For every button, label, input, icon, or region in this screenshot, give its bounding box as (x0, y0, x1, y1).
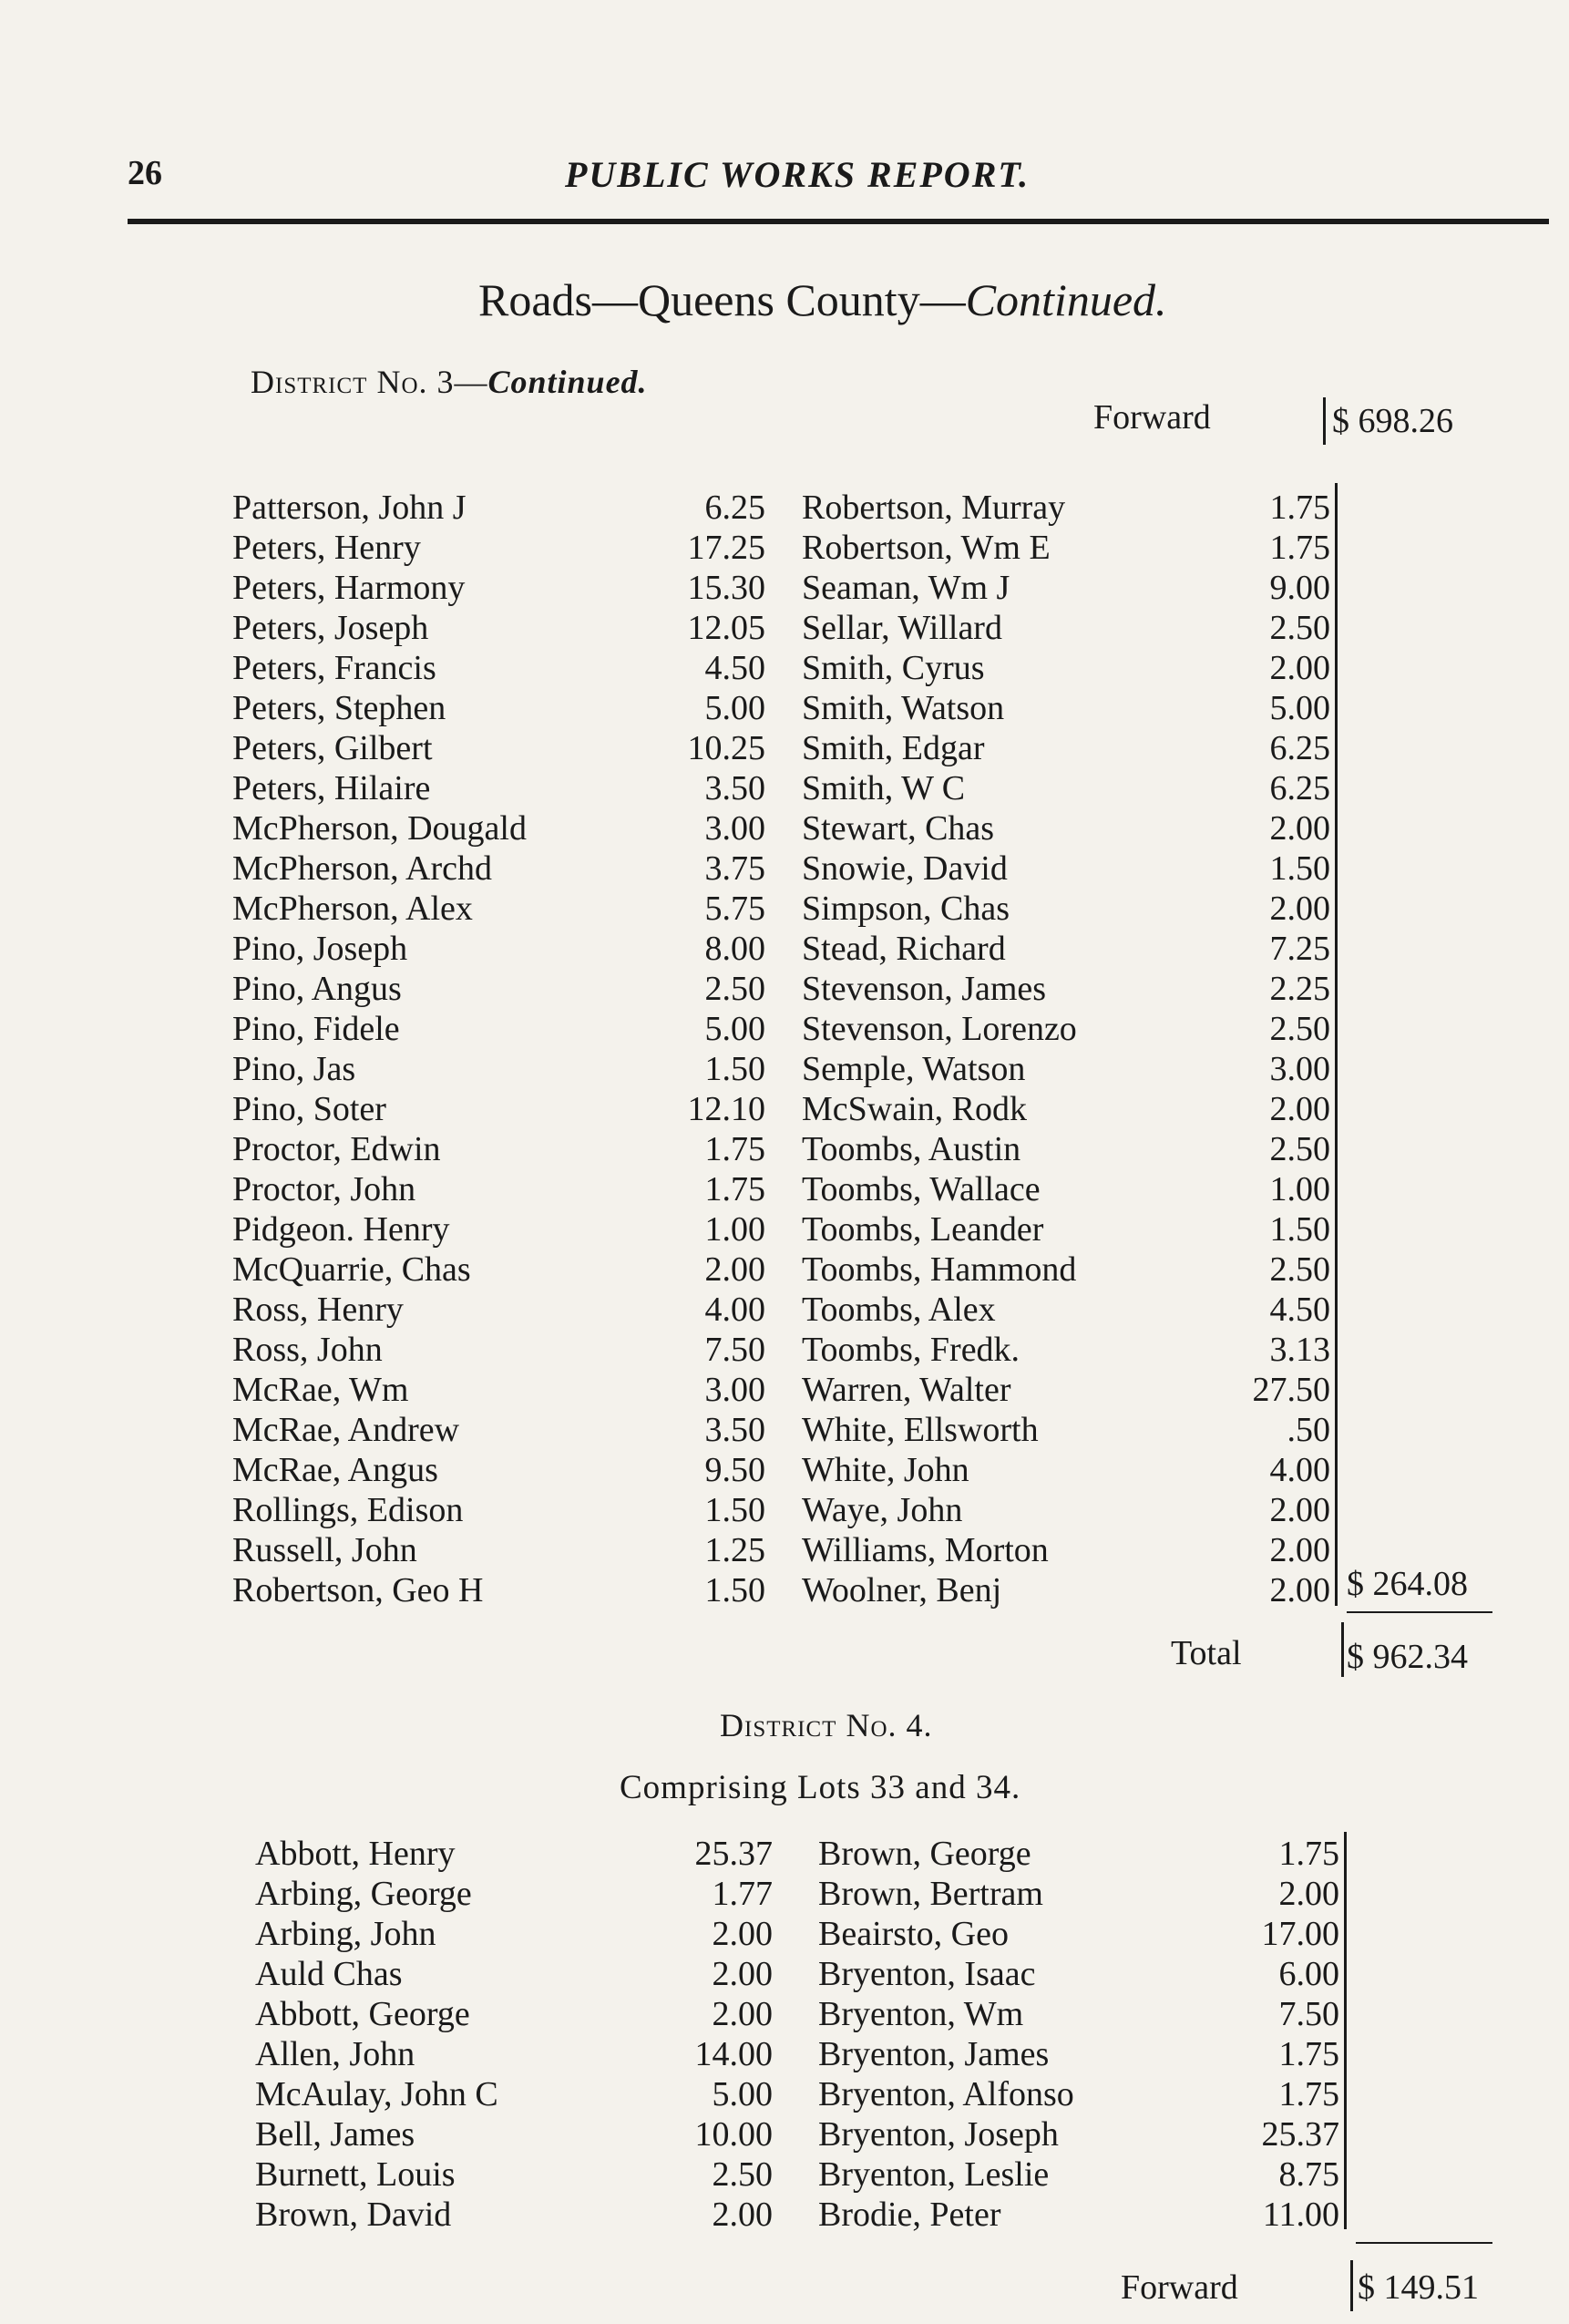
entry-amount: 2.00 (1269, 649, 1330, 687)
entry-name: McSwain, Rodk (802, 1090, 1027, 1128)
entry-name: Williams, Morton (802, 1531, 1049, 1569)
entry-name: Pino, Angus (232, 970, 402, 1008)
entry-amount: 7.50 (1278, 1995, 1339, 2033)
entry-amount: 4.00 (1269, 1451, 1330, 1489)
district-3-left-amounts (629, 488, 765, 1610)
section-title-continued: Continued. (965, 274, 1167, 325)
entry-name: Peters, Joseph (232, 609, 429, 647)
entry-name: Pino, Fidele (232, 1010, 400, 1048)
district-3-heading-continued: Continued. (487, 364, 648, 400)
entry-amount: 2.50 (712, 2155, 773, 2194)
entry-amount: 1.50 (704, 1050, 765, 1088)
entry-amount: 17.00 (1261, 1915, 1339, 1953)
entry-amount: 3.00 (704, 1371, 765, 1409)
entry-amount: 1.75 (1269, 488, 1330, 527)
entry-amount: 5.75 (704, 889, 765, 928)
district-3-subtotal: $ 264.08 (1347, 1565, 1468, 1603)
district-3-total-label: Total (1171, 1634, 1242, 1672)
entry-name: Sellar, Willard (802, 609, 1002, 647)
entry-amount: 15.30 (687, 569, 765, 607)
entry-name: Ross, John (232, 1331, 383, 1369)
total-rule (1341, 1622, 1344, 1677)
district-3-right-amounts (1203, 488, 1330, 1610)
entry-name: Beairsto, Geo (818, 1915, 1009, 1953)
entry-amount: 1.50 (1269, 1210, 1330, 1249)
entry-amount: 2.00 (1269, 1090, 1330, 1128)
forward-total-rule (1356, 2242, 1492, 2244)
entry-name: Bryenton, Joseph (818, 2115, 1059, 2154)
entry-amount: 14.00 (694, 2035, 773, 2073)
entry-name: Brown, David (255, 2195, 452, 2234)
entry-name: Toombs, Fredk. (802, 1331, 1020, 1369)
entry-amount: 3.50 (704, 1411, 765, 1449)
entry-name: Pino, Joseph (232, 930, 408, 968)
entry-name: Bell, James (255, 2115, 415, 2154)
district-4-left-amounts (638, 1834, 773, 2235)
entry-name: Peters, Stephen (232, 689, 446, 727)
entry-name: Smith, Watson (802, 689, 1005, 727)
entry-name: McPherson, Alex (232, 889, 473, 928)
entry-amount: 2.25 (1269, 970, 1330, 1008)
entry-amount: 10.25 (687, 729, 765, 767)
entry-name: Robertson, Murray (802, 488, 1066, 527)
entry-name: Simpson, Chas (802, 889, 1010, 928)
district-4-heading-label: District No. 4. (720, 1707, 933, 1743)
district-4-forward-value: $ 149.51 (1358, 2268, 1479, 2307)
entry-name: Pidgeon. Henry (232, 1210, 450, 1249)
entry-amount: 1.75 (1269, 529, 1330, 567)
district-4-forward-rule (1350, 2260, 1353, 2311)
entry-name: McQuarrie, Chas (232, 1250, 471, 1289)
district-3-heading-label: District No. 3— (251, 364, 488, 400)
entry-name: Stevenson, Lorenzo (802, 1010, 1077, 1048)
entry-name: Peters, Francis (232, 649, 436, 687)
entry-name: Abbott, Henry (255, 1835, 456, 1873)
header-rule (128, 219, 1549, 224)
entry-amount: 2.00 (1278, 1875, 1339, 1913)
district-3-amount-rule (1335, 483, 1338, 1606)
entry-amount: 5.00 (1269, 689, 1330, 727)
entry-name: Peters, Hilaire (232, 769, 431, 807)
entry-name: Smith, W C (802, 769, 966, 807)
entry-amount: 25.37 (694, 1835, 773, 1873)
entry-name: Toombs, Hammond (802, 1250, 1077, 1289)
district-4-right-amounts (1212, 1834, 1339, 2235)
entry-amount: 1.50 (1269, 849, 1330, 888)
entry-amount: 2.00 (712, 1915, 773, 1953)
entry-name: White, John (802, 1451, 969, 1489)
entry-amount: 2.00 (1269, 1491, 1330, 1529)
entry-name: Waye, John (802, 1491, 963, 1529)
entry-amount: 12.10 (687, 1090, 765, 1128)
entry-name: Proctor, Edwin (232, 1130, 441, 1168)
entry-name: Burnett, Louis (255, 2155, 456, 2194)
entry-amount: 9.50 (704, 1451, 765, 1489)
district-4-right-names (818, 1834, 1219, 2235)
entry-name: Ross, Henry (232, 1291, 404, 1329)
entry-amount: 2.50 (1269, 1130, 1330, 1168)
district-4-forward-label: Forward (1121, 2268, 1238, 2307)
entry-amount: 2.00 (712, 1995, 773, 2033)
section-title (478, 273, 1167, 326)
entry-amount: 17.25 (687, 529, 765, 567)
entry-name: McRae, Andrew (232, 1411, 460, 1449)
entry-name: Proctor, John (232, 1170, 416, 1208)
entry-name: McRae, Angus (232, 1451, 438, 1489)
entry-amount: 5.00 (712, 2075, 773, 2113)
district-3-forward-value: $ 698.26 (1332, 402, 1453, 440)
entry-name: Bryenton, James (818, 2035, 1050, 2073)
running-head: PUBLIC WORKS REPORT. (565, 154, 1031, 195)
entry-amount: 5.00 (704, 689, 765, 727)
entry-amount: 12.05 (687, 609, 765, 647)
entry-name: Toombs, Austin (802, 1130, 1021, 1168)
entry-amount: 5.00 (704, 1010, 765, 1048)
entry-name: Stewart, Chas (802, 809, 995, 848)
entry-name: Bryenton, Leslie (818, 2155, 1050, 2194)
entry-name: McAulay, John C (255, 2075, 498, 2113)
entry-name: Brodie, Peter (818, 2195, 1001, 2234)
entry-amount: 2.00 (1269, 889, 1330, 928)
district-3-heading (251, 363, 648, 401)
entry-amount: 1.50 (704, 1571, 765, 1609)
entry-amount: 1.50 (704, 1491, 765, 1529)
entry-name: Peters, Gilbert (232, 729, 433, 767)
entry-name: Snowie, David (802, 849, 1008, 888)
subtotal-rule (1347, 1611, 1492, 1613)
entry-amount: 1.25 (704, 1531, 765, 1569)
entry-name: Stead, Richard (802, 930, 1006, 968)
entry-name: Arbing, George (255, 1875, 472, 1913)
entry-name: Robertson, Wm E (802, 529, 1051, 567)
entry-amount: 3.00 (1269, 1050, 1330, 1088)
entry-amount: 2.00 (1269, 1571, 1330, 1609)
district-4-left-names (255, 1834, 638, 2235)
entry-name: Semple, Watson (802, 1050, 1026, 1088)
entry-amount: 1.75 (704, 1130, 765, 1168)
entry-amount: 6.25 (1269, 729, 1330, 767)
entry-name: Abbott, George (255, 1995, 470, 2033)
entry-amount: 3.00 (704, 809, 765, 848)
entry-name: Arbing, John (255, 1915, 436, 1953)
entry-amount: 2.00 (1269, 1531, 1330, 1569)
page-number: 26 (128, 154, 162, 192)
entry-name: Russell, John (232, 1531, 417, 1569)
entry-amount: 1.00 (704, 1210, 765, 1249)
entry-amount: 1.75 (1278, 2035, 1339, 2073)
entry-amount: 4.50 (704, 649, 765, 687)
entry-amount: 2.00 (712, 1955, 773, 1993)
entry-name: Allen, John (255, 2035, 415, 2073)
district-4-heading (720, 1706, 933, 1744)
entry-name: Toombs, Wallace (802, 1170, 1041, 1208)
entry-name: Woolner, Benj (802, 1571, 1002, 1609)
entry-amount: 11.00 (1262, 2195, 1339, 2234)
district-3-left-names (232, 488, 615, 1610)
entry-name: White, Ellsworth (802, 1411, 1039, 1449)
entry-name: Smith, Edgar (802, 729, 985, 767)
forward-rule (1323, 397, 1326, 445)
entry-amount: 1.75 (1278, 1835, 1339, 1873)
district-4-amount-rule (1344, 1832, 1347, 2229)
entry-name: Pino, Jas (232, 1050, 356, 1088)
entry-amount: 10.00 (694, 2115, 773, 2154)
district-3-forward-label: Forward (1093, 398, 1211, 437)
entry-amount: .50 (1287, 1411, 1330, 1449)
entry-amount: 3.50 (704, 769, 765, 807)
entry-name: Robertson, Geo H (232, 1571, 484, 1609)
entry-name: Bryenton, Isaac (818, 1955, 1036, 1993)
entry-amount: 1.75 (704, 1170, 765, 1208)
entry-amount: 7.50 (704, 1331, 765, 1369)
entry-amount: 8.75 (1278, 2155, 1339, 2194)
entry-name: Peters, Henry (232, 529, 421, 567)
entry-amount: 6.25 (1269, 769, 1330, 807)
entry-name: Bryenton, Wm (818, 1995, 1024, 2033)
entry-name: Smith, Cyrus (802, 649, 985, 687)
entry-name: Stevenson, James (802, 970, 1047, 1008)
entry-amount: 1.00 (1269, 1170, 1330, 1208)
entry-name: Pino, Soter (232, 1090, 386, 1128)
entry-name: Rollings, Edison (232, 1491, 464, 1529)
entry-amount: 9.00 (1269, 569, 1330, 607)
entry-amount: 2.50 (704, 970, 765, 1008)
entry-name: Toombs, Leander (802, 1210, 1044, 1249)
entry-amount: 2.50 (1269, 1250, 1330, 1289)
entry-amount: 1.77 (712, 1875, 773, 1913)
entry-amount: 8.00 (704, 930, 765, 968)
entry-name: Brown, George (818, 1835, 1031, 1873)
entry-amount: 2.50 (1269, 609, 1330, 647)
entry-name: McPherson, Archd (232, 849, 492, 888)
entry-name: Patterson, John J (232, 488, 467, 527)
entry-amount: 6.25 (704, 488, 765, 527)
entry-amount: 1.75 (1278, 2075, 1339, 2113)
entry-amount: 2.50 (1269, 1010, 1330, 1048)
entry-name: Warren, Walter (802, 1371, 1011, 1409)
entry-name: Auld Chas (255, 1955, 403, 1993)
district-3-right-names (802, 488, 1203, 1610)
entry-amount: 27.50 (1252, 1371, 1330, 1409)
entry-name: Toombs, Alex (802, 1291, 996, 1329)
entry-amount: 2.00 (704, 1250, 765, 1289)
section-title-main: Roads—Queens County— (478, 274, 966, 325)
district-3-total-value: $ 962.34 (1347, 1638, 1468, 1676)
entry-amount: 2.00 (712, 2195, 773, 2234)
entry-amount: 2.00 (1269, 809, 1330, 848)
entry-name: Peters, Harmony (232, 569, 466, 607)
entry-name: McPherson, Dougald (232, 809, 527, 848)
entry-amount: 3.75 (704, 849, 765, 888)
district-4-subheading: Comprising Lots 33 and 34. (620, 1769, 1021, 1806)
entry-name: McRae, Wm (232, 1371, 409, 1409)
entry-amount: 4.50 (1269, 1291, 1330, 1329)
entry-amount: 7.25 (1269, 930, 1330, 968)
entry-amount: 3.13 (1269, 1331, 1330, 1369)
entry-amount: 6.00 (1278, 1955, 1339, 1993)
entry-name: Seaman, Wm J (802, 569, 1010, 607)
entry-amount: 25.37 (1261, 2115, 1339, 2154)
entry-name: Brown, Bertram (818, 1875, 1043, 1913)
entry-name: Bryenton, Alfonso (818, 2075, 1074, 2113)
entry-amount: 4.00 (704, 1291, 765, 1329)
